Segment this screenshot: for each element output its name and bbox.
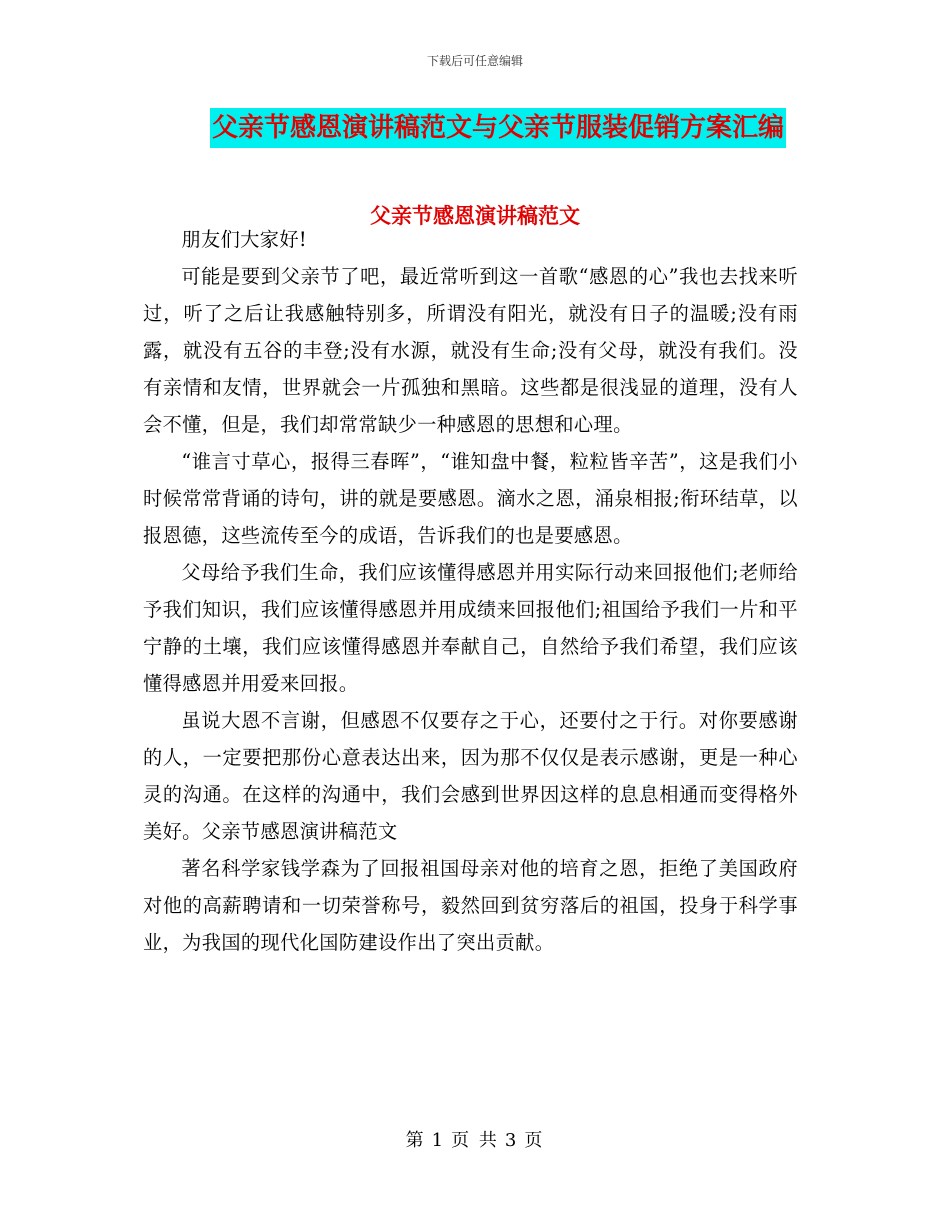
footer-prefix: 第 — [405, 1130, 426, 1151]
doc-title-container — [0, 108, 950, 148]
footer-middle: 页 共 — [451, 1130, 499, 1151]
section-title: 父亲节感恩演讲稿范文 — [370, 204, 580, 228]
doc-title: 父亲节感恩演讲稿范文与父亲节服装促销方案汇编 — [210, 108, 786, 148]
footer-suffix: 页 — [524, 1130, 545, 1151]
header-note: 下载后可任意编辑 — [426, 54, 523, 68]
footer-total-pages: 3 — [504, 1130, 519, 1151]
paragraph: 虽说大恩不言谢，但感恩不仅要存之于心，还要付之于行。对你要感谢的人，一定要把那份心意表达出来，因为那不仅仅是表示感谢，更是一种心灵的沟通。在这样的沟通中，我们会感到世界因这样的息息相通而变得格外美好。父亲节感恩演讲稿范文 — [143, 709, 798, 843]
document-body — [143, 221, 798, 961]
paragraph: “谁言寸草心，报得三春晖”，“谁知盘中餐，粒粒皆辛苦”，这是我们小时候常常背诵的诗句，讲的就是要感恩。滴水之恩，涌泉相报;衔环结草，以报恩德，这些流传至今的成语，告诉我们的也是要感恩。 — [143, 450, 798, 547]
paragraph: 著名科学家钱学森为了回报祖国母亲对他的培育之恩，拒绝了美国政府对他的高薪聘请和一切荣誉称号，毅然回到贫穷落后的祖国，投身于科学事业，为我国的现代化国防建设作出了突出贡献。 — [143, 857, 798, 954]
paragraph: 父母给予我们生命，我们应该懂得感恩并用实际行动来回报他们;老师给予我们知识，我们应该懂得感恩并用成绩来回报他们;祖国给予我们一片和平宁静的土壤，我们应该懂得感恩并奉献自己，自然给予我们希望，我们应该懂得感恩并用爱来回报。 — [143, 561, 798, 695]
paragraph-greeting: 朋友们大家好! — [181, 228, 308, 251]
footer-current-page: 1 — [431, 1130, 446, 1151]
paragraph: 可能是要到父亲节了吧，最近常听到这一首歌“感恩的心”我也去找来听过，听了之后让我感触特别多，所谓没有阳光，就没有日子的温暖;没有雨露，就没有五谷的丰登;没有水源，就没有生命;没有父母，就没有我们。没有亲情和友情，世界就会一片孤独和黑暗。这些都是很浅显的道理，没有人会不懂，但是，我们却常常缺少一种感恩的思想和心理。 — [143, 265, 798, 436]
page-footer — [0, 1126, 950, 1152]
